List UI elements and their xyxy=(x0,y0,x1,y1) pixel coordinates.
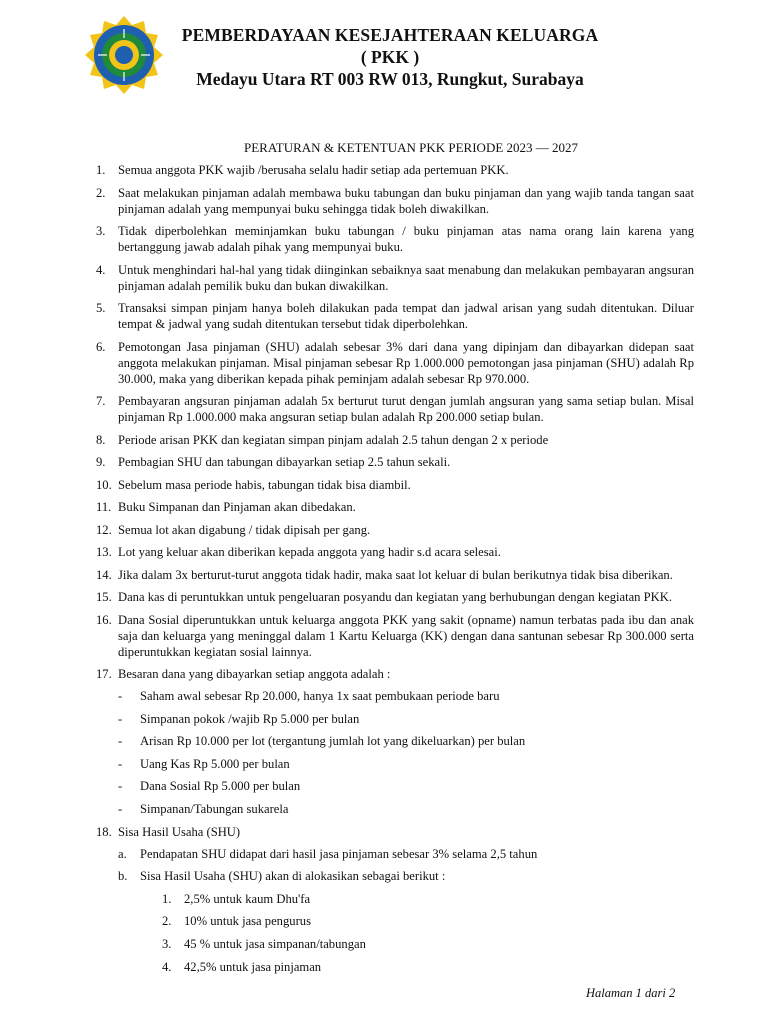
list-item-number: 17. xyxy=(96,667,112,681)
list-item-text: Buku Simpanan dan Pinjaman akan dibedakan. xyxy=(118,500,356,514)
list-item-text: Besaran dana yang dibayarkan setiap anggota adalah : xyxy=(118,667,391,681)
organization-header xyxy=(180,24,600,90)
sublist-item xyxy=(118,756,694,772)
dues-sublist xyxy=(96,688,694,817)
document-title: PERATURAN & KETENTUAN PKK PERIODE 2023 — 2027 xyxy=(244,140,579,155)
sublist-item-text: Sisa Hasil Usaha (SHU) akan di alokasikan sebagai berikut : xyxy=(140,869,446,884)
dash-bullet: - xyxy=(118,779,123,794)
list-item-number: 9. xyxy=(96,455,106,469)
sublist-item-text: Pendapatan SHU didapat dari hasil jasa pinjaman sebesar 3% selama 2,5 tahun xyxy=(140,846,538,861)
list-item-text: Pembagian SHU dan tabungan dibayarkan setiap 2.5 tahun sekali. xyxy=(118,455,451,469)
allocation-number: 4. xyxy=(162,959,172,974)
alpha-marker: b. xyxy=(118,869,128,884)
list-item xyxy=(96,262,694,294)
dash-bullet: - xyxy=(118,734,123,749)
list-item xyxy=(96,477,694,493)
list-item-text: Pembayaran angsuran pinjaman adalah 5x berturut turut dengan jumlah angsuran yang sama setiap bulan. Misal pinjaman Rp 1.000.000 maka angsuran setiap bulan adalah Rp 200.000 setiap bulan. xyxy=(118,394,694,424)
list-item-text: Saat melakukan pinjaman adalah membawa buku tabungan dan buku pinjaman dan yang wajib tanda tangan saat pinjaman adalah yang mempunyai buku sehingga tidak boleh diwakilkan. xyxy=(118,185,694,216)
list-item xyxy=(96,432,694,448)
list-item xyxy=(96,454,694,470)
list-item-number: 14. xyxy=(96,567,112,582)
alpha-marker: a. xyxy=(118,846,127,861)
list-item-number: 15. xyxy=(96,590,112,604)
list-item-number: 16. xyxy=(96,612,112,627)
list-item-text: Pemotongan Jasa pinjaman (SHU) adalah sebesar 3% dari dana yang dipinjam dan dibayarkan didepan saat anggota melakukan pinjaman. Misal pinjaman sebesar Rp 1.000.000 pemotongan jasa pinjaman (SHU) adalah Rp 30.000, maka yang diberikan kepada pihak peminjam adalah sebesar Rp 970.000. xyxy=(118,339,694,386)
list-item xyxy=(96,223,694,255)
list-item-number: 6. xyxy=(96,339,106,354)
dash-bullet: - xyxy=(118,801,123,816)
allocation-item xyxy=(162,891,694,907)
list-item xyxy=(96,666,694,682)
list-item-text: Dana kas di peruntukkan untuk pengeluaran posyandu dan kegiatan yang berhubungan dengan kegiatan PKK. xyxy=(118,590,672,604)
sublist-item xyxy=(118,801,694,817)
list-item-text: Semua anggota PKK wajib /berusaha selalu hadir setiap ada pertemuan PKK. xyxy=(118,163,509,177)
dash-bullet: - xyxy=(118,756,123,771)
dash-bullet: - xyxy=(118,711,123,726)
sublist-item xyxy=(118,688,694,704)
org-address: Medayu Utara RT 003 RW 013, Rungkut, Surabaya xyxy=(196,69,584,89)
list-item-text: Lot yang keluar akan diberikan kepada anggota yang hadir s.d acara selesai. xyxy=(118,545,501,559)
list-item xyxy=(96,612,694,660)
list-item-text: Transaksi simpan pinjam hanya boleh dilakukan pada tempat dan jadwal arisan yang sudah ditentukan. Diluar tempat & jadwal yang sudah ditentukan tersebut tidak diperbolehkan. xyxy=(118,301,694,331)
list-item-number: 3. xyxy=(96,224,106,238)
allocation-text: 10% untuk jasa pengurus xyxy=(184,914,311,929)
list-item-text: Semua lot akan digabung / tidak dipisah per gang. xyxy=(118,522,371,537)
shu-sublist xyxy=(96,846,694,975)
list-item xyxy=(96,185,694,217)
list-item-number: 8. xyxy=(96,432,106,447)
list-item-number: 12. xyxy=(96,522,112,537)
sublist-item-text: Uang Kas Rp 5.000 per bulan xyxy=(140,756,290,771)
list-item xyxy=(96,824,694,840)
allocation-text: 2,5% untuk kaum Dhu'fa xyxy=(184,891,311,906)
list-item xyxy=(96,162,694,178)
allocation-text: 45 % untuk jasa simpanan/tabungan xyxy=(184,936,366,951)
sublist-item-text: Arisan Rp 10.000 per lot (tergantung jumlah lot yang dikeluarkan) per bulan xyxy=(140,734,526,749)
list-item-number: 11. xyxy=(96,500,112,514)
sublist-item xyxy=(118,711,694,727)
list-item xyxy=(96,499,694,515)
org-name: PEMBERDAYAAN KESEJAHTERAAN KELUARGA xyxy=(181,25,599,45)
list-item xyxy=(96,393,694,425)
sublist-item xyxy=(118,778,694,794)
allocation-item xyxy=(162,959,694,975)
list-item-text: Jika dalam 3x berturut-turut anggota tidak hadir, maka saat lot keluar di bulan berikutnya tidak bisa diberikan. xyxy=(118,567,673,582)
list-item-number: 10. xyxy=(96,477,112,492)
list-item-text: Sisa Hasil Usaha (SHU) xyxy=(118,824,241,839)
page-footer: Halaman 1 dari 2 xyxy=(586,986,676,1000)
pkk-logo xyxy=(74,16,174,94)
list-item xyxy=(96,522,694,538)
rules-list xyxy=(96,162,694,981)
list-item-number: 1. xyxy=(96,163,106,177)
allocation-item xyxy=(162,913,694,929)
allocation-sublist xyxy=(118,891,694,975)
allocation-number: 3. xyxy=(162,936,172,951)
list-item-text: Dana Sosial diperuntukkan untuk keluarga anggota PKK yang sakit (opname) namun terbatas pada ibu dan anak saja dan keluarga yang meninggal dalam 1 Kartu Keluarga (KK) dengan dana santunan sebesar Rp 300.000 serta diperuntukkan kegiatan sosial lainnya. xyxy=(118,612,694,659)
sublist-item xyxy=(118,868,694,884)
list-item-number: 4. xyxy=(96,262,106,277)
list-item-number: 7. xyxy=(96,394,106,408)
list-item xyxy=(96,339,694,387)
list-item xyxy=(96,300,694,332)
list-item-text: Periode arisan PKK dan kegiatan simpan pinjam adalah 2.5 tahun dengan 2 x periode xyxy=(118,432,549,447)
list-item xyxy=(96,567,694,583)
allocation-text: 42,5% untuk jasa pinjaman xyxy=(184,959,322,974)
sublist-item xyxy=(118,733,694,749)
sublist-item-text: Simpanan pokok /wajib Rp 5.000 per bulan xyxy=(140,711,360,726)
list-item xyxy=(96,589,694,605)
sublist-item-text: Saham awal sebesar Rp 20.000, hanya 1x saat pembukaan periode baru xyxy=(140,689,500,703)
list-item-text: Tidak diperbolehkan meminjamkan buku tabungan / buku pinjaman atas nama orang lain karena yang bertanggung jawab adalah pihak yang mempunyai buku. xyxy=(118,224,694,254)
allocation-number: 1. xyxy=(162,891,172,906)
allocation-number: 2. xyxy=(162,914,172,929)
allocation-item xyxy=(162,936,694,952)
list-item-number: 5. xyxy=(96,301,106,315)
list-item xyxy=(96,544,694,560)
dash-bullet: - xyxy=(118,689,123,703)
sublist-item-text: Simpanan/Tabungan sukarela xyxy=(140,801,289,816)
list-item-text: Untuk menghindari hal-hal yang tidak diinginkan sebaiknya saat menabung dan melakukan pembayaran angsuran pinjaman adalah pemilik buku dan bukan diwakilkan. xyxy=(118,262,694,293)
sublist-item-text: Dana Sosial Rp 5.000 per bulan xyxy=(140,779,301,794)
list-item-number: 18. xyxy=(96,824,112,839)
list-item-number: 13. xyxy=(96,545,112,559)
list-item-number: 2. xyxy=(96,185,106,200)
list-item-text: Sebelum masa periode habis, tabungan tidak bisa diambil. xyxy=(118,477,411,492)
sublist-item xyxy=(118,846,694,862)
org-abbreviation: ( PKK ) xyxy=(360,47,420,67)
